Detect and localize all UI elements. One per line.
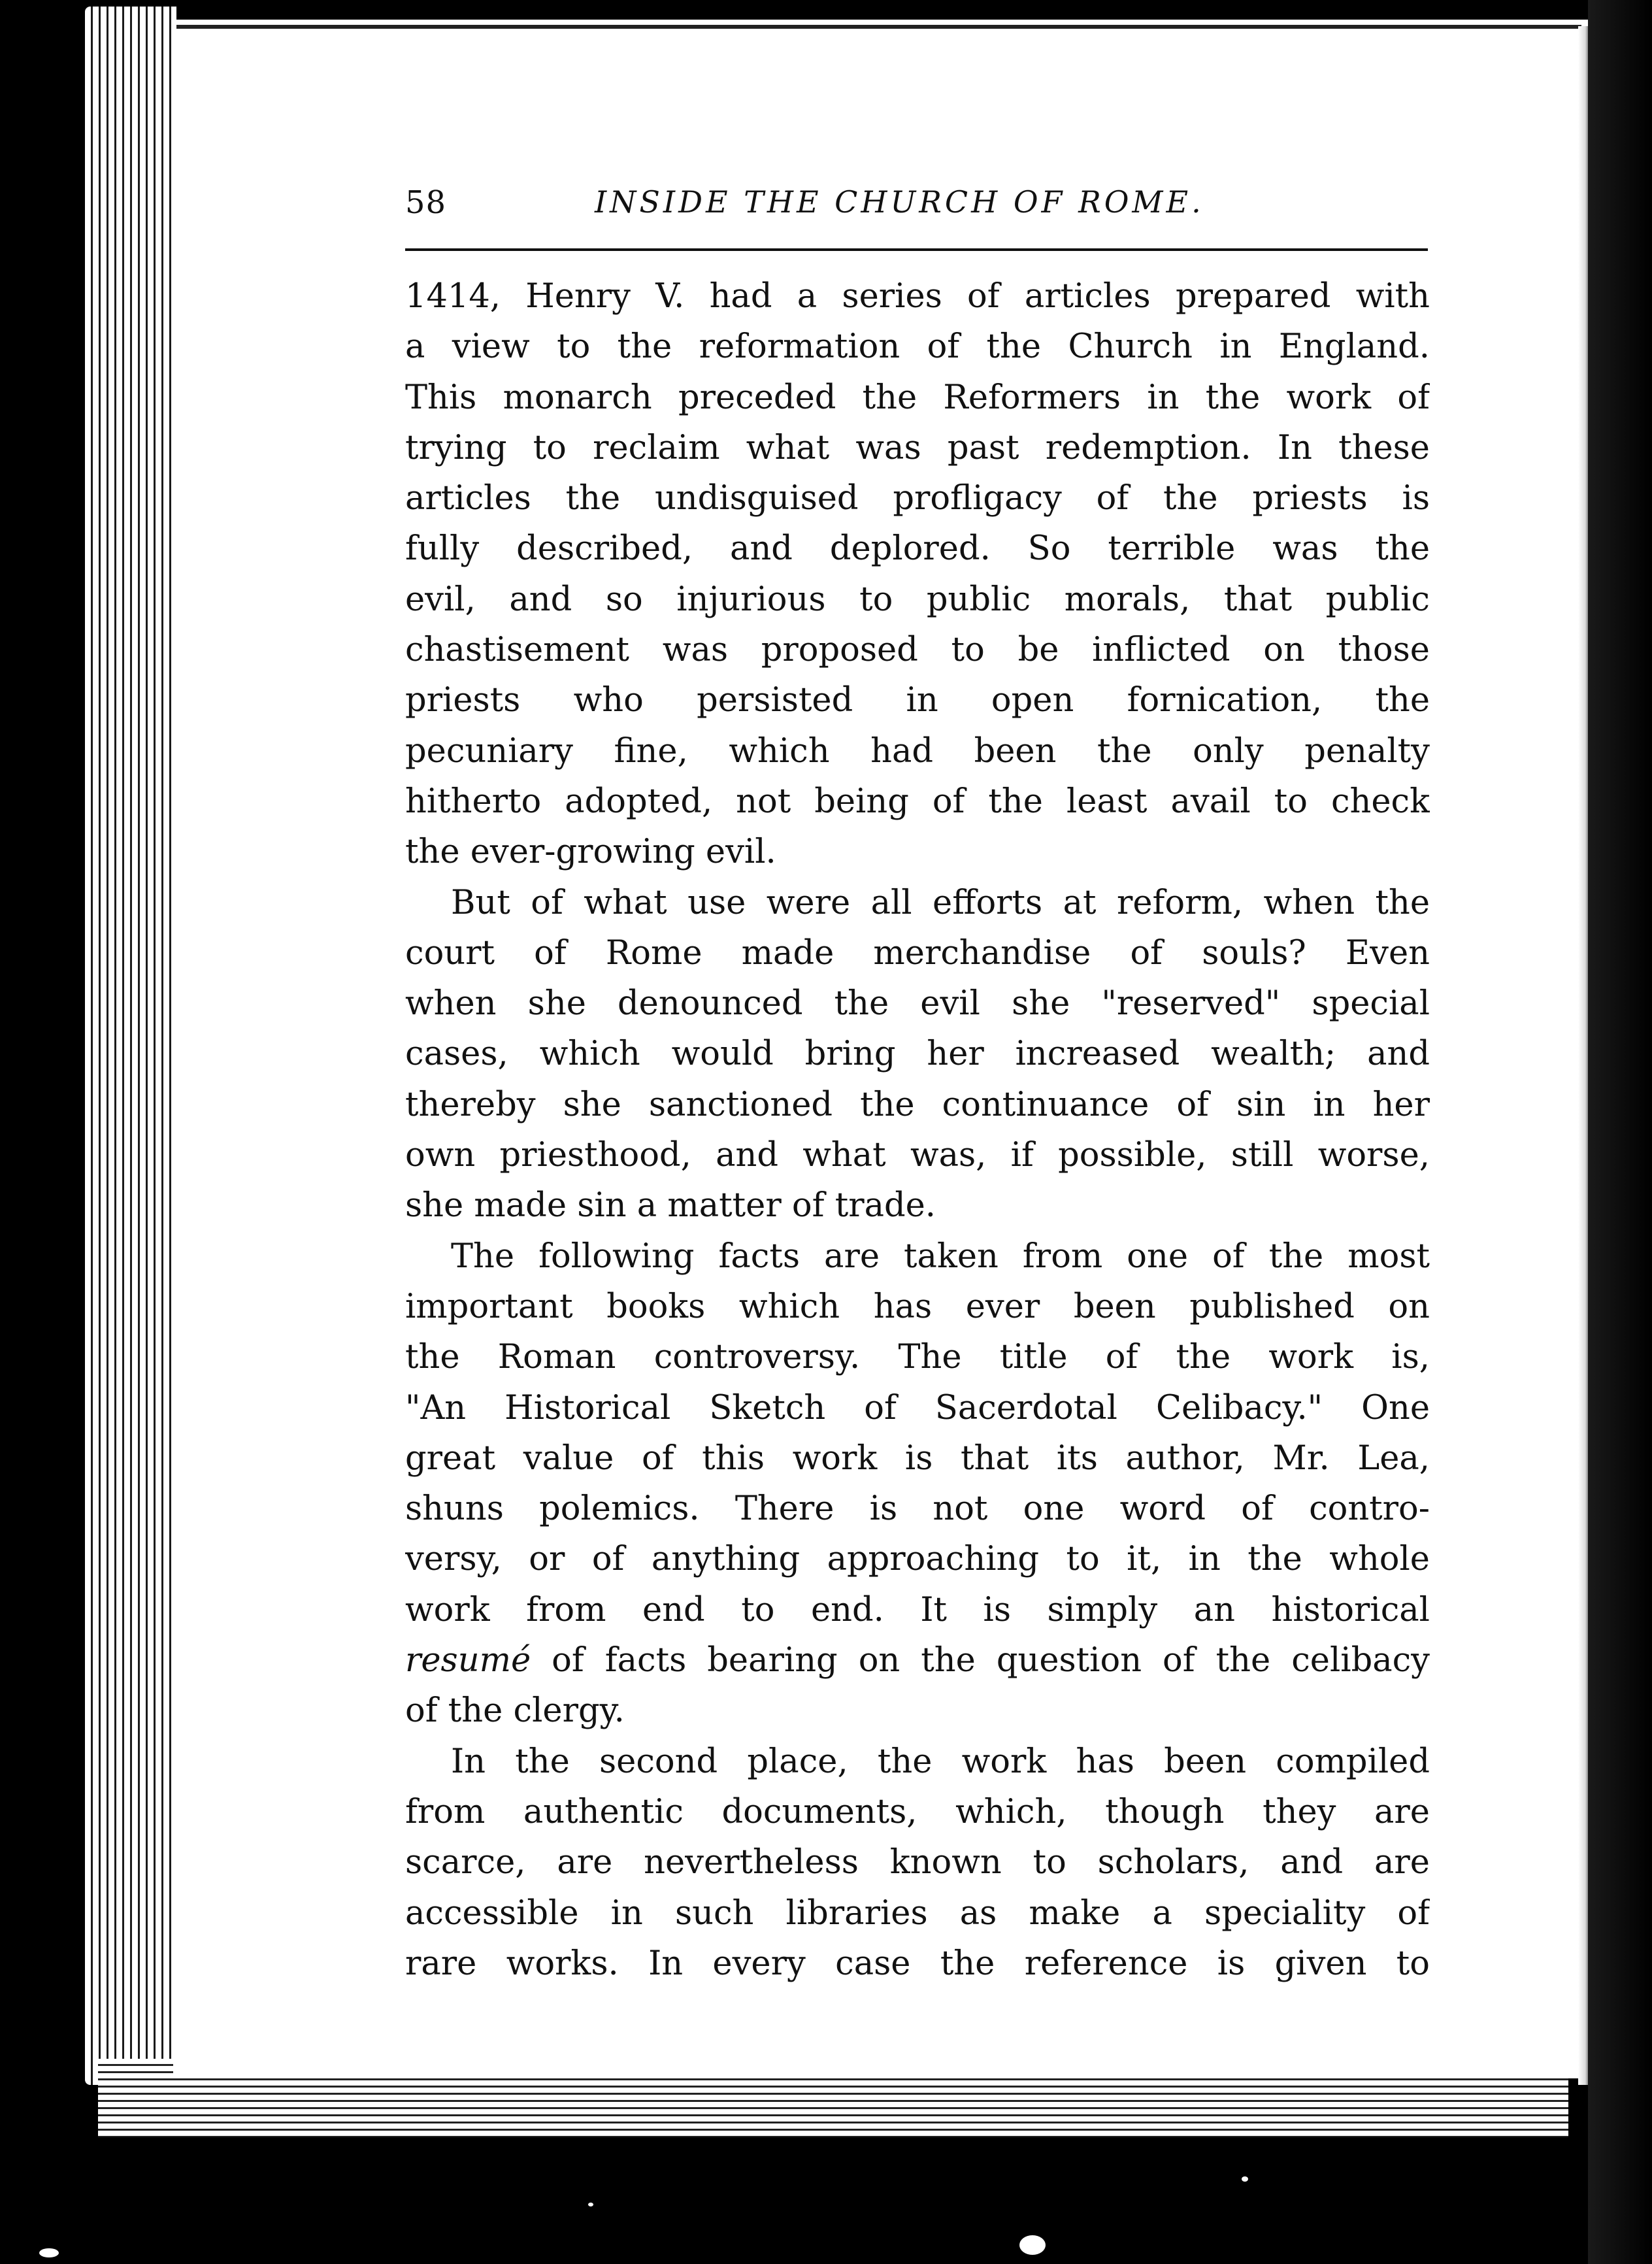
text-line: important books which has ever been published on [405,1287,1430,1326]
text-line: chastisement was proposed to be inflicted on those [405,631,1430,670]
text-line: fully described, and deplored. So terrible was the [405,529,1430,569]
text-line: court of Rome made merchandise of souls? Even [405,933,1430,973]
page-header [405,184,1438,237]
text-line: when she denounced the evil she "reserved" special [405,984,1430,1024]
scan-speck [39,2248,59,2257]
text-line: The following facts are taken from one of the most [451,1237,1430,1276]
text-line: shuns polemics. There is not one word of contro- [405,1490,1430,1529]
text-line: from authentic documents, which, though they are [405,1792,1430,1831]
body-text [405,271,1430,1989]
text-line: own priesthood, and what was, if possible, still worse, [405,1136,1430,1175]
text-line: hitherto adopted, not being of the least avail to check [405,782,1430,821]
text-line: a view to the reformation of the Church in England. [405,327,1430,367]
page-stack-edges [85,7,176,2085]
text-line: priests who persisted in open fornication, the [405,681,1430,720]
scan-speck [1242,2176,1248,2182]
text-line: "An Historical Sketch of Sacerdotal Celibacy." One [405,1388,1430,1427]
text-line: versy, or of anything approaching to it, in the whole [405,1540,1430,1579]
text-line: the Roman controversy. The title of the work is, [405,1338,1430,1377]
text-line: scarce, are nevertheless known to scholars, and are [405,1843,1430,1882]
text-line: great value of this work is that its author, Mr. Lea, [405,1439,1430,1478]
header-rule [405,248,1428,251]
text-line: she made sin a matter of trade. [405,1186,936,1225]
page-number: 58 [405,184,447,221]
scan-speck [588,2203,593,2206]
running-title: INSIDE THE CHURCH OF ROME. [595,184,1204,220]
text-line: of the clergy. [405,1691,625,1731]
text-line: articles the undisguised profligacy of the priests is [405,479,1430,518]
text-line: evil, and so injurious to public morals, that public [405,580,1430,619]
text-line: rare works. In every case the reference is given to [405,1944,1430,1983]
text-line: This monarch preceded the Reformers in the work of [405,378,1430,417]
text-line: In the second place, the work has been compiled [451,1742,1430,1781]
text-line: pecuniary fine, which had been the only penalty [405,731,1430,771]
text-line: cases, which would bring her increased wealth; and [405,1035,1430,1074]
text-line: thereby she sanctioned the continuance of sin in her [405,1085,1430,1124]
scan-speck [1019,2235,1046,2255]
text-line: trying to reclaim what was past redemption. In these [405,428,1430,467]
text-line: work from end to end. It is simply an historical [405,1590,1430,1629]
text-line [405,1635,1430,1686]
text-line: 1414, Henry V. had a series of articles prepared with [405,277,1430,316]
page-top-edge [176,25,1581,29]
text-line: the ever-growing evil. [405,833,776,872]
text-line: But of what use were all efforts at reform, when the [451,883,1430,922]
text-run: of facts bearing on the question of the celibacy [531,1641,1430,1680]
italic-word: resumé [405,1641,531,1680]
text-line: accessible in such libraries as make a speciality of [405,1893,1430,1933]
binding-shadow [1588,0,1652,2264]
